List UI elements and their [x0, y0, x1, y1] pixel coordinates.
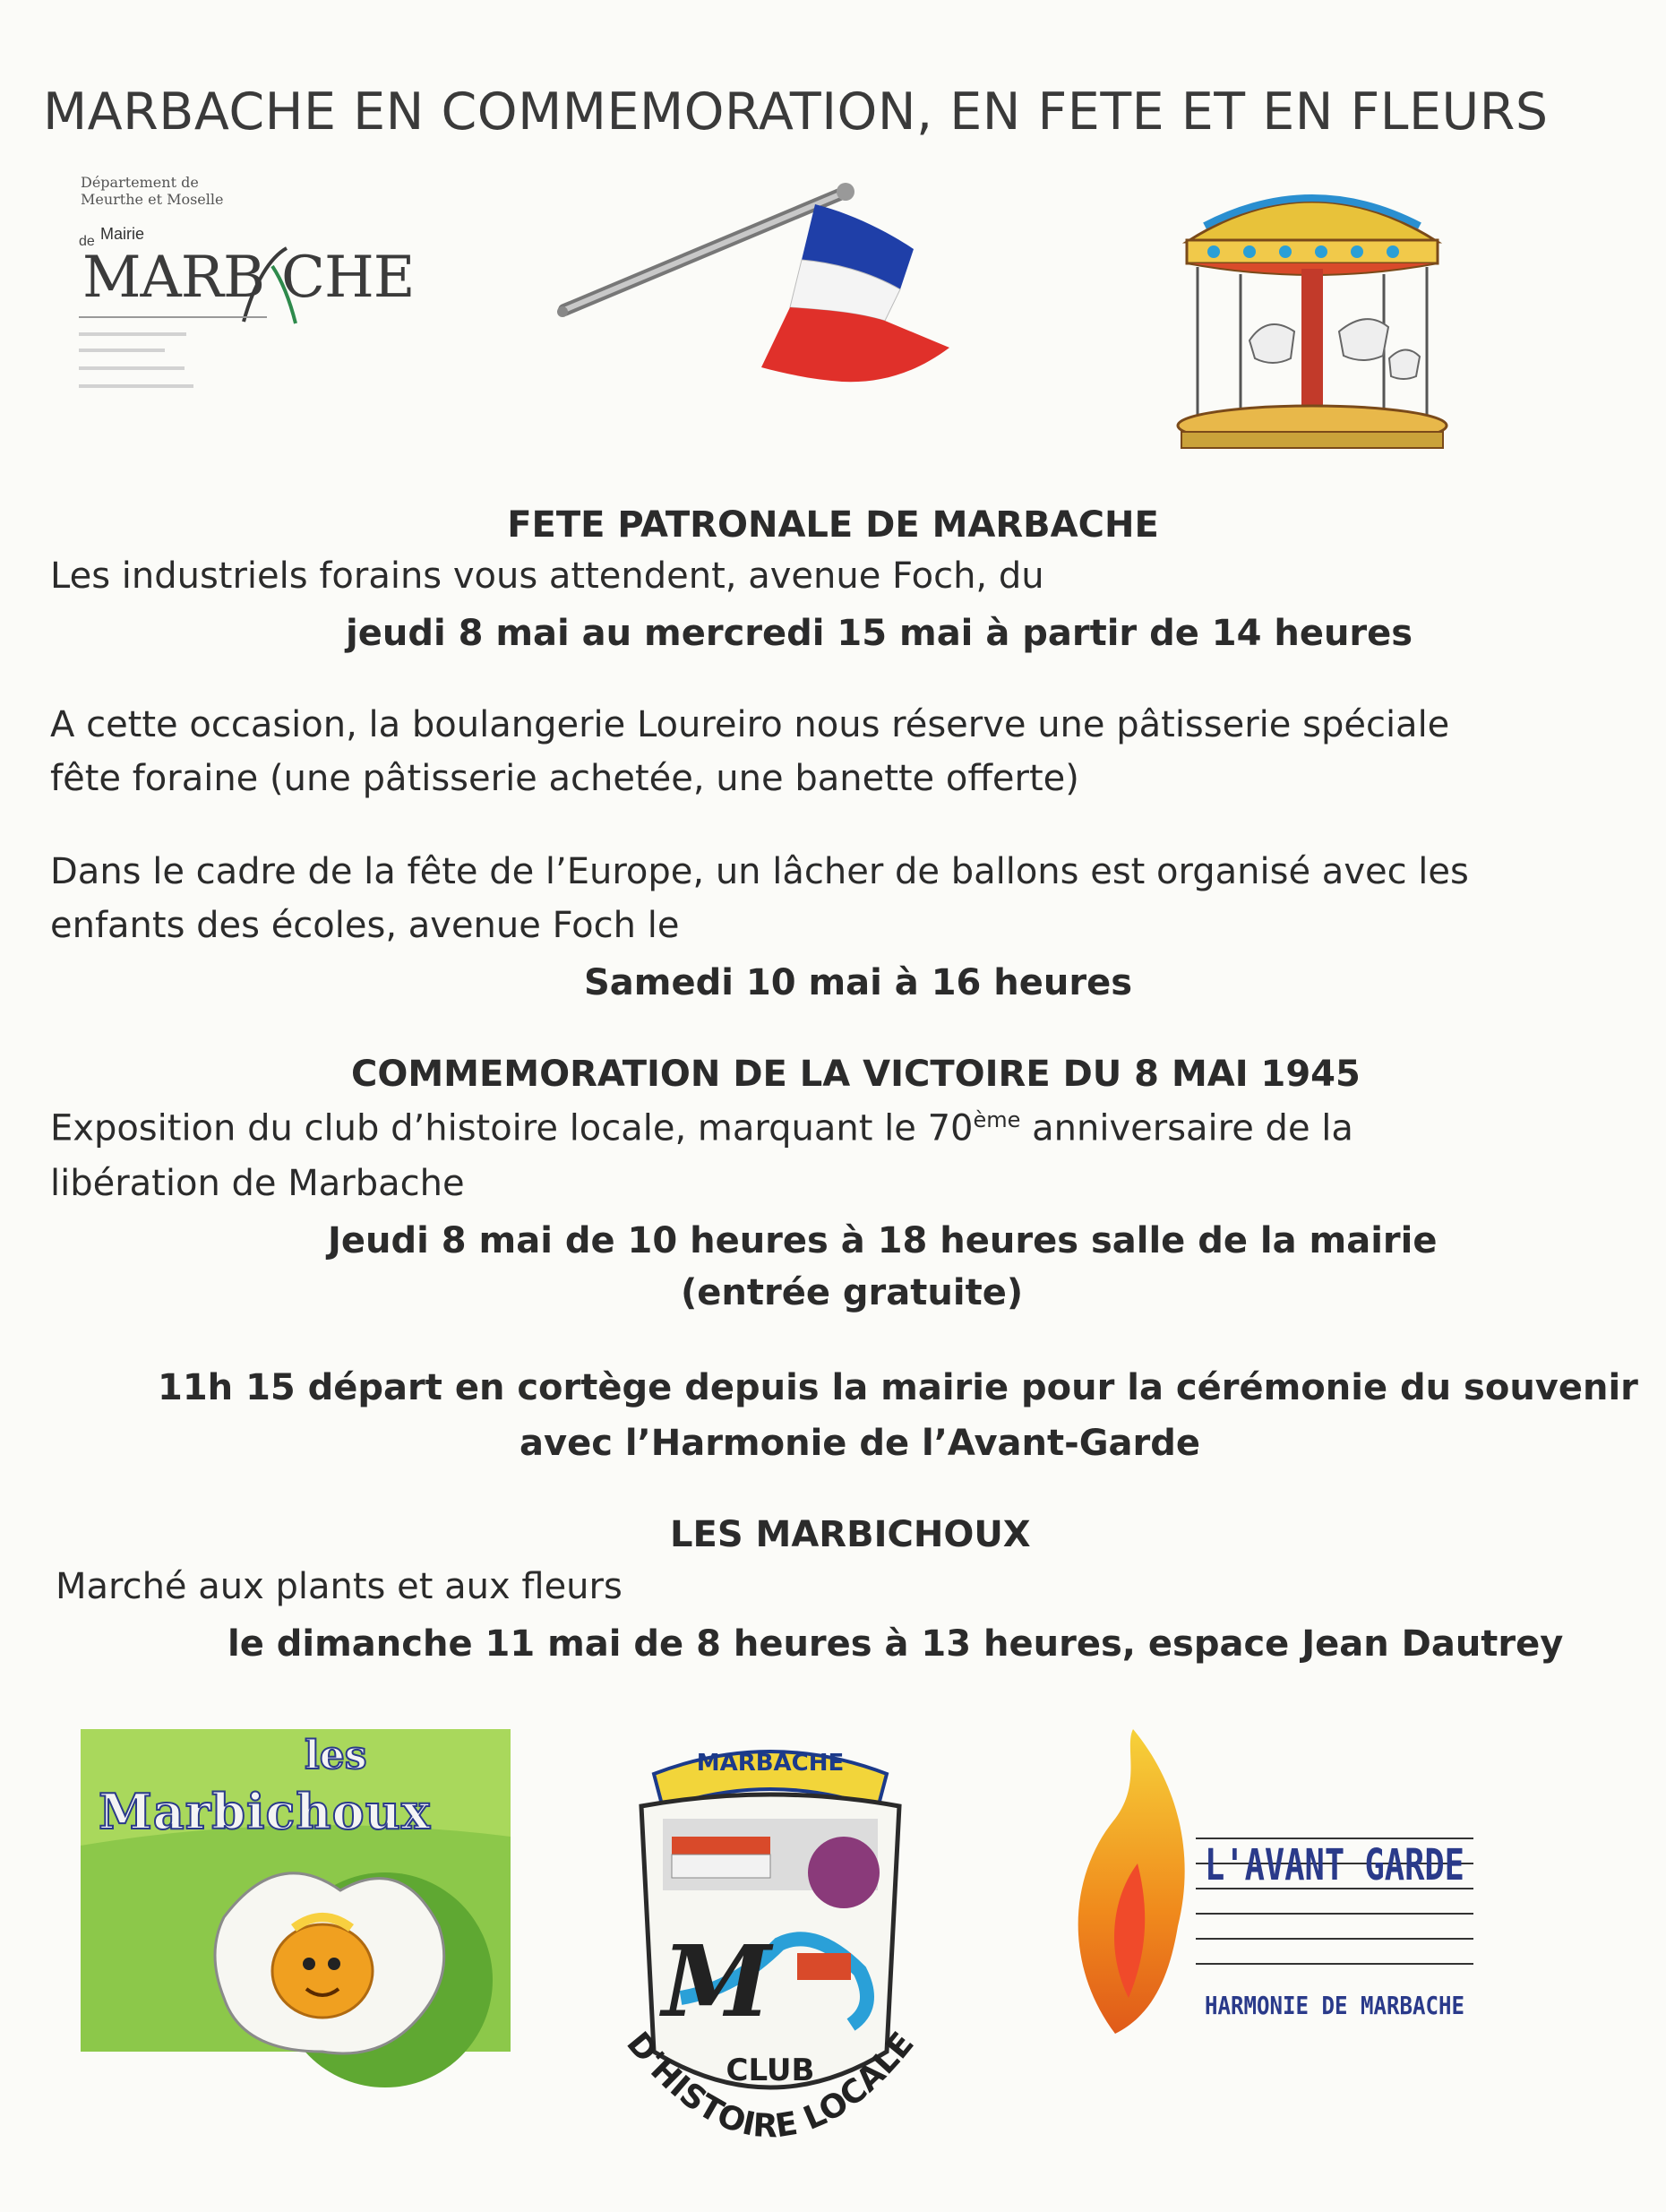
- marbichoux-logo-les: les: [305, 1733, 367, 1778]
- logo-meurthe: Meurthe et Moselle: [81, 191, 224, 208]
- logo-faded-line: [79, 366, 185, 370]
- commemoration-line1-sup: ème: [973, 1107, 1021, 1132]
- logo-faded-line: [79, 384, 193, 388]
- logo-faded-line: [79, 332, 186, 336]
- cortege-line1: 11h 15 départ en cortège depuis la mairie pour la cérémonie du souvenir: [158, 1367, 1638, 1408]
- commemoration-line1-b: anniversaire de la: [1020, 1107, 1353, 1149]
- commemoration-dates: Jeudi 8 mai de 10 heures à 18 heures salle de la mairie: [328, 1220, 1438, 1261]
- marbichoux-heading: LES MARBICHOUX: [670, 1514, 1031, 1555]
- page-title: MARBACHE EN COMMEMORATION, EN FETE ET EN FLEURS: [43, 82, 1549, 142]
- fete-line1: Les industriels forains vous attendent, avenue Foch, du: [50, 555, 1044, 597]
- club-logo-top: MARBACHE: [696, 1750, 845, 1777]
- marbichoux-logo-art: [81, 1729, 511, 2052]
- avant-garde-subtitle: HARMONIE DE MARBACHE: [1205, 1991, 1464, 2020]
- club-logo-letter: M: [662, 1924, 771, 2039]
- logo-divider: [79, 316, 267, 318]
- marbichoux-dates: le dimanche 11 mai de 8 heures à 13 heures, espace Jean Dautrey: [228, 1623, 1564, 1665]
- fete-dates: jeudi 8 mai au mercredi 15 mai à partir de 14 heures: [346, 613, 1413, 654]
- cortege-line2: avec l’Harmonie de l’Avant-Garde: [520, 1423, 1201, 1464]
- logo-de: de: [79, 234, 95, 249]
- marbichoux-logo-name: Marbichoux: [99, 1783, 432, 1840]
- logo-name-right: CHE: [281, 245, 415, 311]
- club-logo-arc-text: D'HISTOIRE LOCALE: [619, 2025, 922, 2146]
- logo-faded-line: [79, 349, 165, 352]
- avant-garde-title: L'AVANT GARDE: [1205, 1840, 1464, 1890]
- avant-garde-logo: [1061, 1729, 1482, 2052]
- fete-ballons-date: Samedi 10 mai à 16 heures: [584, 962, 1133, 1003]
- marbichoux-line1: Marché aux plants et aux fleurs: [56, 1566, 623, 1607]
- fete-para2-line2: fête foraine (une pâtisserie achetée, une banette offerte): [50, 758, 1079, 799]
- club-histoire-locale-logo: [582, 1738, 958, 2195]
- marbichoux-logo: [81, 1729, 511, 2052]
- fete-para2-line1: A cette occasion, la boulangerie Loureiro nous réserve une pâtisserie spéciale: [50, 704, 1450, 745]
- commemoration-heading: COMMEMORATION DE LA VICTOIRE DU 8 MAI 1945: [351, 1054, 1361, 1095]
- logo-name-left: MARB: [82, 245, 264, 311]
- logo-departement: Département de: [81, 174, 199, 191]
- fete-heading: FETE PATRONALE DE MARBACHE: [507, 504, 1159, 546]
- commemoration-line2: libération de Marbache: [50, 1163, 465, 1204]
- carousel-icon: [1169, 179, 1456, 457]
- french-flag-icon: [546, 177, 967, 401]
- fete-para3-line1: Dans le cadre de la fête de l’Europe, un lâcher de ballons est organisé avec les: [50, 851, 1469, 892]
- logo-mairie: Mairie: [100, 225, 145, 243]
- fete-para3-line2: enfants des écoles, avenue Foch le: [50, 905, 680, 946]
- mairie-logo: [70, 174, 415, 408]
- commemoration-line1-a: Exposition du club d’histoire locale, marquant le 70: [50, 1107, 974, 1149]
- club-logo-word: CLUB: [726, 2053, 815, 2088]
- commemoration-line1: [50, 1107, 1353, 1149]
- commemoration-entry: (entrée gratuite): [681, 1272, 1024, 1313]
